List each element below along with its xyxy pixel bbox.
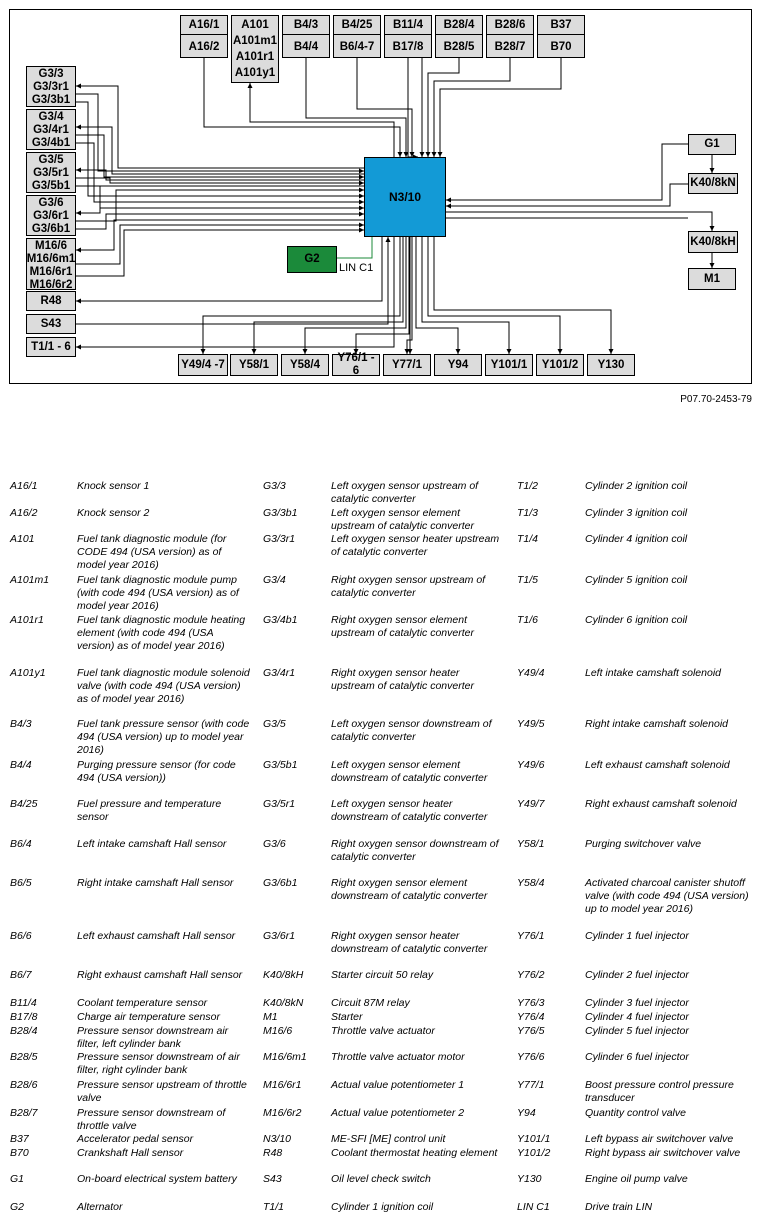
component-label: Y94 [447, 358, 469, 371]
component-label: K40/8kN [690, 177, 736, 189]
legend-code: M16/6r1 [263, 1079, 302, 1091]
legend-description: Knock sensor 1 [77, 480, 150, 492]
wire [446, 184, 688, 206]
wire [76, 214, 364, 229]
lin-wire [337, 237, 372, 258]
legend-code: G2 [10, 1201, 25, 1213]
legend-code: N3/10 [263, 1133, 292, 1145]
legend-description: Activated charcoal canister shutoff valve (with code 494 (USA version) up to model year 2016) [585, 877, 749, 915]
component-label: G3/3 [38, 68, 64, 80]
legend-description: Throttle valve actuator motor [331, 1051, 465, 1063]
top-box-b4-25[interactable] [333, 15, 381, 58]
component-label: G3/4b1 [31, 137, 71, 149]
legend-code: B28/6 [10, 1079, 38, 1091]
component-label: A101 [241, 18, 269, 31]
legend-code: B6/4 [10, 838, 32, 850]
top-box-a101[interactable] [231, 15, 279, 83]
component-label: B28/7 [494, 41, 526, 53]
bottom-box-y94[interactable] [434, 354, 482, 376]
legend-code: T1/5 [517, 574, 539, 586]
legend-description: Quantity control valve [585, 1107, 686, 1119]
legend-description: Drive train LIN [585, 1201, 653, 1213]
legend-description: Circuit 87M relay [331, 997, 410, 1009]
wire-out [76, 127, 364, 174]
right-box-g1[interactable] [688, 134, 736, 155]
legend-code: Y76/2 [517, 969, 545, 981]
legend-code: T1/2 [517, 480, 539, 492]
component-label: Y101/1 [490, 358, 528, 371]
component-label: A101y1 [234, 66, 276, 79]
top-box-b28-6[interactable] [486, 15, 534, 58]
component-label: G3/6r1 [33, 210, 69, 222]
figure-id: P07.70-2453-79 [680, 394, 752, 405]
legend-code: Y94 [517, 1107, 536, 1119]
wire [408, 58, 418, 157]
legend-code: B6/5 [10, 877, 32, 889]
legend-description: On-board electrical system battery [77, 1173, 237, 1185]
legend-code: Y130 [517, 1173, 542, 1185]
legend-description: Right oxygen sensor upstream of catalytic converter [331, 574, 486, 599]
legend-description: Cylinder 3 fuel injector [585, 997, 689, 1009]
legend-description: Actual value potentiometer 1 [331, 1079, 465, 1091]
legend-description: Left oxygen sensor heater upstream of catalytic converter [331, 533, 500, 558]
legend-code: G3/4 [263, 574, 286, 586]
legend-description: Fuel tank diagnostic module (for CODE 494 (USA version) as of model year 2016) [77, 533, 227, 571]
component-label: Y49/4 -7 [181, 358, 225, 371]
bottom-box-y101-2[interactable] [536, 354, 584, 376]
legend-description: Cylinder 4 fuel injector [585, 1011, 689, 1023]
wire [76, 190, 364, 221]
legend-code: T1/6 [517, 614, 539, 626]
legend-code: Y49/5 [517, 718, 545, 730]
wire [306, 58, 406, 157]
legend-code: B28/5 [10, 1051, 38, 1063]
legend-code: G3/6 [263, 838, 286, 850]
legend-description: Left intake camshaft Hall sensor [77, 838, 227, 850]
legend-code: A16/2 [10, 507, 38, 519]
component-label: G3/3b1 [31, 94, 71, 106]
legend-code: Y76/5 [517, 1025, 545, 1037]
legend-code: Y76/6 [517, 1051, 545, 1063]
top-box-a16[interactable] [180, 15, 228, 58]
legend-code: M16/6r2 [263, 1107, 302, 1119]
legend-description: Fuel tank diagnostic module heating element (with code 494 (USA version) as of model year 2016) [77, 614, 246, 652]
legend-code: B4/4 [10, 759, 32, 771]
alternator-g2[interactable] [287, 246, 337, 273]
legend-description: Left oxygen sensor downstream of catalytic converter [331, 718, 492, 743]
legend-description: Cylinder 4 ignition coil [585, 533, 688, 545]
component-label: B11/4 [385, 19, 431, 35]
legend-description: Left exhaust camshaft Hall sensor [77, 930, 236, 942]
component-label: M16/6r2 [29, 279, 73, 291]
legend-code: A101y1 [10, 667, 46, 679]
legend-description: Knock sensor 2 [77, 507, 150, 519]
legend-code: G3/6r1 [263, 930, 296, 942]
legend-code: S43 [263, 1173, 282, 1185]
legend-description: Right intake camshaft solenoid [585, 718, 728, 730]
legend-description: Left bypass air switchover valve [585, 1133, 734, 1145]
component-label: M1 [704, 272, 720, 285]
legend-code: B28/7 [10, 1107, 38, 1119]
legend-description: Right exhaust camshaft solenoid [585, 798, 737, 810]
component-label: B37 [538, 19, 584, 35]
component-label: M16/6r1 [29, 266, 73, 278]
wire-out [446, 212, 712, 231]
component-label: B28/4 [436, 19, 482, 35]
legend-code: T1/1 [263, 1201, 285, 1213]
legend-description: Cylinder 2 ignition coil [585, 480, 688, 492]
component-label: B4/25 [334, 19, 380, 35]
component-label: B70 [550, 41, 572, 53]
legend-code: B4/3 [10, 718, 32, 730]
component-label: G3/6 [38, 197, 64, 209]
legend-code: M16/6m1 [263, 1051, 307, 1063]
legend-code: T1/3 [517, 507, 539, 519]
legend-description: Cylinder 1 fuel injector [585, 930, 689, 942]
legend-code: Y49/4 [517, 667, 545, 679]
component-label: G2 [304, 253, 320, 265]
legend-code: Y49/6 [517, 759, 545, 771]
legend-description: Accelerator pedal sensor [77, 1133, 194, 1145]
legend-code: Y76/1 [517, 930, 545, 942]
bottom-box-y58-4[interactable] [281, 354, 329, 376]
component-label: Y101/2 [541, 358, 579, 371]
component-label: S43 [40, 317, 62, 330]
legend-code: A101r1 [10, 614, 44, 626]
component-label: Y58/4 [289, 358, 321, 371]
legend-description: Cylinder 3 ignition coil [585, 507, 688, 519]
legend-description: Pressure sensor downstream air filter, left cylinder bank [77, 1025, 229, 1050]
component-label: G1 [704, 138, 720, 150]
wire [76, 143, 364, 202]
legend-description: Cylinder 1 ignition coil [331, 1201, 434, 1213]
left-box-r48[interactable] [26, 291, 76, 311]
legend-code: G3/3r1 [263, 533, 296, 545]
legend-description: Left oxygen sensor heater downstream of catalytic converter [331, 798, 488, 823]
left-box-g3-5[interactable] [26, 152, 76, 193]
component-label: G3/4 [38, 111, 64, 123]
legend-code: G3/3 [263, 480, 286, 492]
component-label: G3/6b1 [31, 223, 71, 235]
legend-description: Charge air temperature sensor [77, 1011, 220, 1023]
legend-description: Right bypass air switchover valve [585, 1147, 741, 1159]
legend-description: Alternator [77, 1201, 123, 1213]
wire-out [428, 237, 560, 354]
legend-description: Fuel tank diagnostic module solenoid valve (with code 494 (USA version) as of model year 2016) [77, 667, 250, 705]
legend-code: Y76/4 [517, 1011, 545, 1023]
component-label: B4/4 [293, 41, 319, 53]
legend-description: Purging switchover valve [585, 838, 702, 850]
legend-code: Y76/3 [517, 997, 545, 1009]
bottom-box-y58-1[interactable] [230, 354, 278, 376]
legend-description: Right exhaust camshaft Hall sensor [77, 969, 243, 981]
right-box-m1[interactable] [688, 268, 736, 290]
component-label: Y130 [597, 358, 625, 371]
legend-description: Cylinder 5 ignition coil [585, 574, 688, 586]
bottom-box-y130[interactable] [587, 354, 635, 376]
wiring-diagram [9, 9, 752, 384]
wire-out [434, 237, 611, 354]
legend-description: Boost pressure control pressure transducer [585, 1079, 734, 1104]
left-box-g3-6[interactable] [26, 195, 76, 236]
legend-description: Coolant temperature sensor [77, 997, 208, 1009]
legend-code: G3/5r1 [263, 798, 296, 810]
legend-code: B37 [10, 1133, 29, 1145]
wire [76, 237, 388, 324]
legend-code: T1/4 [517, 533, 539, 545]
legend-code: A16/1 [10, 480, 38, 492]
legend-description: Purging pressure sensor (for code 494 (USA version)) [77, 759, 236, 784]
legend-code: K40/8kN [263, 997, 304, 1009]
legend-description: Pressure sensor upstream of throttle valve [77, 1079, 247, 1104]
component-label: R48 [40, 294, 62, 307]
legend-code: B11/4 [10, 997, 37, 1009]
legend-description: Throttle valve actuator [331, 1025, 435, 1037]
component-label: A101r1 [235, 50, 275, 63]
top-box-b37[interactable] [537, 15, 585, 58]
legend-description: Fuel tank diagnostic module pump (with code 494 (USA version) as of model year 2016) [77, 574, 239, 612]
wire [428, 58, 459, 157]
control-unit-label: N3/10 [388, 189, 422, 204]
bottom-box-y49[interactable] [178, 354, 228, 376]
component-label: G3/5b1 [31, 180, 71, 192]
legend-code: G3/5b1 [263, 759, 298, 771]
left-box-g3-3[interactable] [26, 66, 76, 107]
legend-description: Cylinder 6 fuel injector [585, 1051, 689, 1063]
legend-description: Right oxygen sensor heater upstream of catalytic converter [331, 667, 474, 692]
wire [76, 102, 364, 196]
legend-description: Right intake camshaft Hall sensor [77, 877, 234, 889]
component-label: A16/2 [188, 41, 220, 53]
legend-code: K40/8kH [263, 969, 304, 981]
component-label: B28/5 [443, 41, 475, 53]
component-label: T1/1 - 6 [31, 340, 71, 353]
legend-description: Right oxygen sensor downstream of catalytic converter [331, 838, 499, 863]
legend-code: G3/3b1 [263, 507, 298, 519]
legend-code: B6/7 [10, 969, 32, 981]
legend-code: A101 [10, 533, 35, 545]
component-label: B17/8 [392, 41, 424, 53]
legend-code: B4/25 [10, 798, 38, 810]
legend-description: Starter [331, 1011, 363, 1023]
lin-bus-label: LIN C1 [339, 262, 374, 274]
wire-out [250, 83, 394, 157]
legend-description: Crankshaft Hall sensor [77, 1147, 184, 1159]
legend-code: LIN C1 [517, 1201, 550, 1213]
legend-code: B6/6 [10, 930, 32, 942]
legend-code: M16/6 [263, 1025, 293, 1037]
legend-code: M1 [263, 1011, 278, 1023]
legend-code: G1 [10, 1173, 25, 1185]
legend-description: Pressure sensor downstream of throttle valve [77, 1107, 226, 1132]
legend-description: Engine oil pump valve [585, 1173, 688, 1185]
legend-description: Cylinder 5 fuel injector [585, 1025, 689, 1037]
legend-description: Left oxygen sensor element upstream of catalytic converter [331, 507, 474, 532]
left-box-s43[interactable] [26, 314, 76, 334]
legend-description: Coolant thermostat heating element [331, 1147, 498, 1159]
wire-out [422, 237, 509, 354]
wire [446, 144, 688, 200]
top-box-b28-4[interactable] [435, 15, 483, 58]
legend-description: Fuel tank pressure sensor (with code 494 (USA version) up to model year 2016) [77, 718, 250, 756]
left-box-g3-4[interactable] [26, 109, 76, 150]
legend-description: Actual value potentiometer 2 [331, 1107, 465, 1119]
bottom-box-y77[interactable] [383, 354, 431, 376]
component-label: A16/1 [181, 19, 227, 35]
right-box-k40-8kh[interactable] [688, 231, 738, 253]
component-label: G3/5 [38, 154, 64, 166]
component-label: Y77/1 [391, 358, 423, 371]
legend-description: Oil level check switch [331, 1173, 431, 1185]
legend-description: Right oxygen sensor heater downstream of catalytic converter [331, 930, 488, 955]
legend-description: Cylinder 6 ignition coil [585, 614, 688, 626]
legend-description: Left oxygen sensor upstream of catalytic converter [331, 480, 479, 505]
top-box-b4[interactable] [282, 15, 330, 58]
legend-code: G3/6b1 [263, 877, 298, 889]
component-label: Y76/1 - 6 [337, 352, 375, 377]
legend-description: Left oxygen sensor element downstream of catalytic converter [331, 759, 488, 784]
component-label: G3/3r1 [33, 81, 69, 93]
legend-code: Y101/1 [517, 1133, 551, 1145]
bottom-box-y76[interactable] [332, 354, 380, 376]
legend-description: Right oxygen sensor element upstream of catalytic converter [331, 614, 474, 639]
legend-code: G3/4r1 [263, 667, 296, 679]
bottom-box-y101-1[interactable] [485, 354, 533, 376]
component-label: M16/6m1 [26, 253, 76, 265]
legend-description: Pressure sensor downstream of air filter, right cylinder bank [77, 1051, 240, 1076]
legend-code: Y58/4 [517, 877, 545, 889]
component-label: K40/8kH [690, 235, 736, 248]
legend-code: G3/5 [263, 718, 286, 730]
legend-code: Y58/1 [517, 838, 545, 850]
legend-code: A101m1 [10, 574, 50, 586]
wire [76, 94, 364, 171]
legend-description: Right oxygen sensor element downstream of catalytic converter [331, 877, 488, 902]
legend-code: G3/4b1 [263, 614, 298, 626]
legend-description: Starter circuit 50 relay [331, 969, 434, 981]
right-box-k40-8kn[interactable] [688, 173, 738, 194]
wire [357, 58, 412, 157]
left-box-m16-6[interactable] [26, 238, 76, 290]
wire [76, 186, 364, 208]
legend-code: Y101/2 [517, 1147, 551, 1159]
component-label: B28/6 [487, 19, 533, 35]
component-label: B4/3 [283, 19, 329, 35]
legend-description: Fuel pressure and temperature sensor [77, 798, 222, 823]
component-label: B6/4-7 [339, 41, 375, 53]
legend-code: R48 [263, 1147, 283, 1159]
control-unit-n3-10[interactable] [364, 157, 446, 237]
component-label: A101m1 [232, 34, 278, 47]
component-label: Y58/1 [238, 358, 270, 371]
legend-code: B17/8 [10, 1011, 38, 1023]
legend-code: B28/4 [10, 1025, 38, 1037]
component-label: G3/5r1 [33, 167, 69, 179]
top-box-b11[interactable] [384, 15, 432, 58]
legend-code: Y49/7 [517, 798, 545, 810]
legend-description: ME-SFI [ME] control unit [331, 1133, 446, 1145]
legend-description: Left intake camshaft solenoid [585, 667, 721, 679]
legend-code: Y77/1 [517, 1079, 545, 1091]
left-box-t1[interactable] [26, 337, 76, 357]
legend-description: Cylinder 2 fuel injector [585, 969, 689, 981]
legend-code: B70 [10, 1147, 29, 1159]
component-label: M16/6 [35, 240, 67, 252]
component-label: G3/4r1 [33, 124, 69, 136]
legend-description: Left exhaust camshaft solenoid [585, 759, 730, 771]
